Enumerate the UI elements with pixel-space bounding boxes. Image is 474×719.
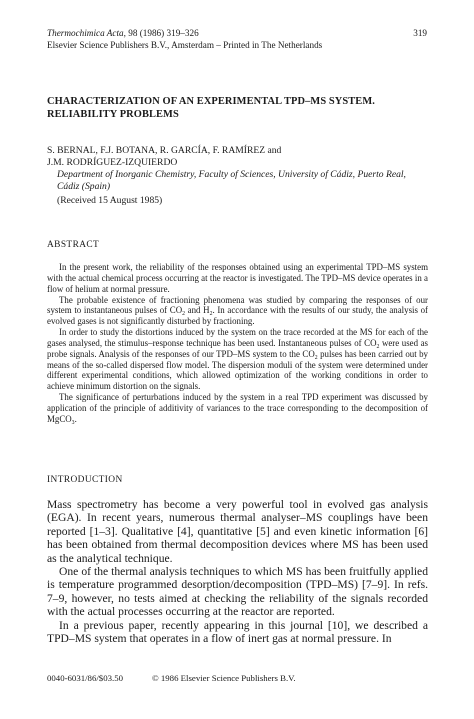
publisher-line: Elsevier Science Publishers B.V., Amsterdam – Printed in The Netherlands [47,40,323,50]
affiliation-line: Cádiz (Spain) [57,181,111,192]
affiliation-line: Department of Inorganic Chemistry, Faculty of Sciences, University of Cádiz, Puerto Real, [57,169,406,180]
abstract-paragraph: In order to study the distortions induced by the system on the trace recorded at the MS for each of the gases analysed, the stimulus–response technique has been used. Instantaneous pulses of $CO_2$ were used as probe signals. Analysis of the responses of our TPD–MS system to the $CO_2$ pulses has been carried out by means of the so-called dispersed flow model. The dispersion moduli of the system were determined under different experimental conditions, which allowed optimization of the working conditions in order to achieve minimum distortion on the signals. [47,327,429,392]
journal-name: Thermochimica Acta, [47,28,126,38]
page-number: 319 [413,28,427,38]
abstract-heading: ABSTRACT [47,240,100,250]
title-line: RELIABILITY PROBLEMS [47,109,179,120]
body-paragraph: Mass spectrometry has become a very powerful tool in evolved gas analysis (EGA). In recent years, numerous thermal analyser–MS couplings have been reported [1–3]. Qualitative [4], quantitative [5] and even kinetic information [6] has been obtained from thermal decomposition devices where MS has been used as the analytical technique. [47,498,428,565]
paper-title [47,95,437,121]
affiliation [57,169,437,193]
issn-code: 0040-6031/86/$03.50 [47,673,123,683]
body-paragraph: In a previous paper, recently appearing in this journal [10], we described a TPD–MS system that operates in a flow of inert gas at normal pressure. In [47,618,428,646]
author-line: J.M. RODRÍGUEZ-IZQUIERDO [47,157,178,168]
abstract-paragraph: The significance of perturbations induced by the system in a real TPD experiment was discussed by application of the principle of additivity of variances to the trace corresponding to the decomposition of MgCO$_3$. [47,392,428,426]
author-list [47,145,437,169]
journal-header [47,28,427,39]
abstract-paragraph: The probable existence of fractioning phenomena was studied by comparing the responses of our system to instantaneous pulses of $CO_2$ and $H_2$. In accordance with the results of our study, the analysis of evolved gases is not significantly disturbed by fractioning. [47,294,428,327]
body-paragraph: One of the thermal analysis techniques to which MS has been fruitfully applied is temperature programmed desorption/decomposition (TPD–MS) [7–9]. In refs. 7–9, however, no tests aimed at checking the reliability of the signals recorded with the actual processes occurring at the reactor are reported. [47,565,428,619]
author-line: S. BERNAL, F.J. BOTANA, R. GARCÍA, F. RAMÍREZ and [47,145,282,156]
journal-citation: 98 (1986) 319–326 [128,28,199,38]
introduction-body [47,498,428,645]
abstract-body [47,262,428,425]
received-date: (Received 15 August 1985) [57,195,163,206]
abstract-paragraph: In the present work, the reliability of the responses obtained using an experimental TPD–MS system with the actual chemical process occurring at the reactor is investigated. The TPD–MS device operates in a flow of helium at normal pressure. [47,262,428,294]
title-line: CHARACTERIZATION OF AN EXPERIMENTAL TPD–MS SYSTEM. [47,96,375,107]
copyright-notice: © 1986 Elsevier Science Publishers B.V. [152,673,296,683]
introduction-heading: INTRODUCTION [47,475,123,485]
